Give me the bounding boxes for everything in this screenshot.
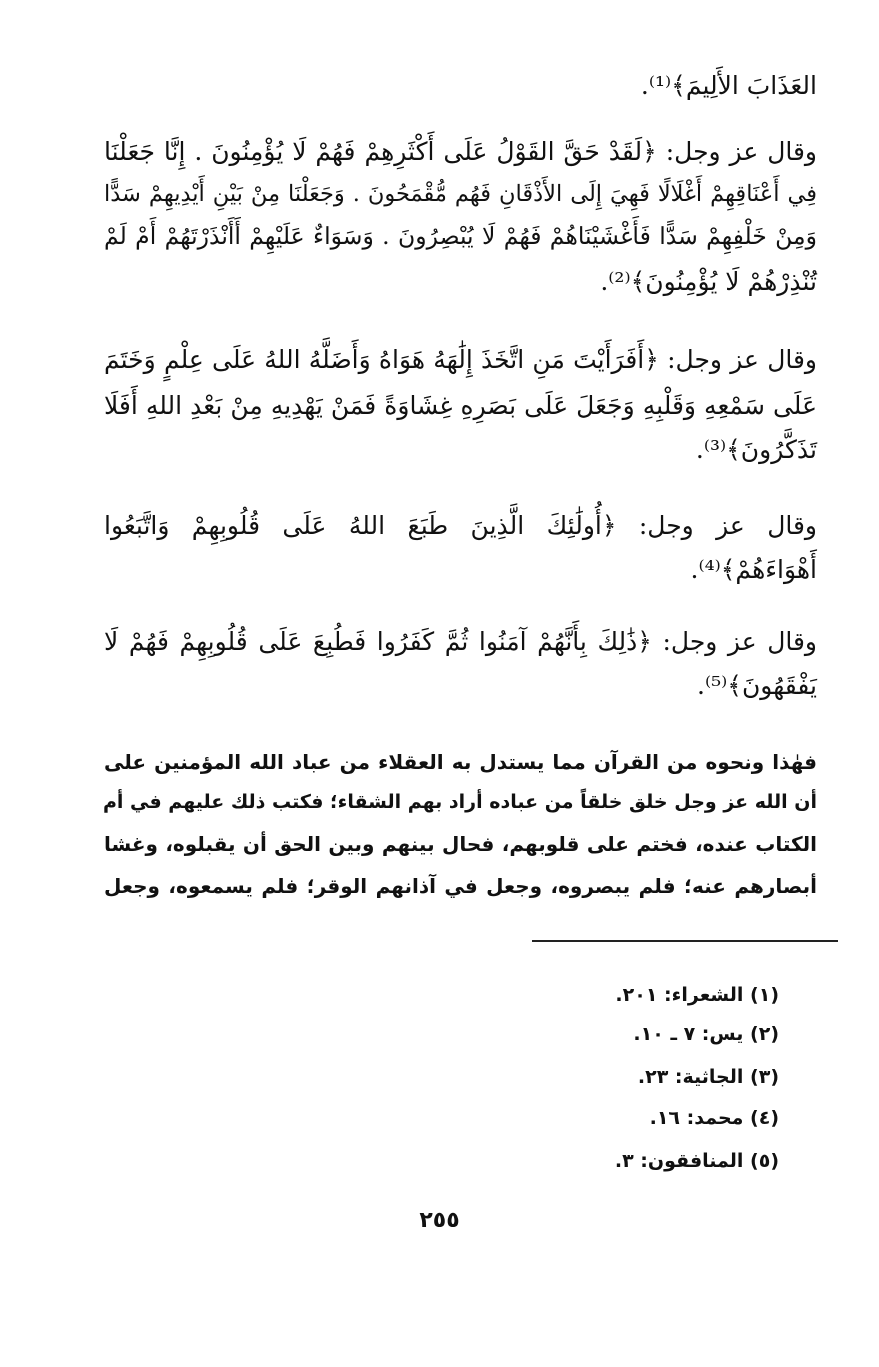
verse-line: تُنْذِرْهُمْ لَا يُؤْمِنُونَ﴾⁽²⁾. xyxy=(600,267,817,296)
verse-line: وَمِنْ خَلْفِهِمْ سَدًّا فَأَغْشَيْنَاهُمْ فَهُمْ لَا يُبْصِرُونَ . وَسَوَاءٌ عَلَيْهِمْ أَأَنْذَرْتَهُمْ أَمْ لَمْ xyxy=(104,222,817,250)
page-number: ٢٥٥ xyxy=(419,1208,460,1233)
footnote: (٥) المنافقون: ٣. xyxy=(614,1150,779,1172)
verse-line: العَذَابَ الأَلِيمَ﴾⁽¹⁾. xyxy=(640,71,817,100)
footnote-separator xyxy=(532,940,838,942)
verse-line: وقال عز وجل: ﴿أَفَرَأَيْتَ مَنِ اتَّخَذَ إِلَٰهَهُ هَوَاهُ وَأَضَلَّهُ اللهُ عَلَى عِلْمٍ وَخَتَمَ xyxy=(104,345,817,374)
body-line: أبصارهم عنه؛ فلم يبصروه، وجعل في آذانهم الوقر؛ فلم يسمعوه، وجعل xyxy=(104,874,817,898)
body-line: أن الله عز وجل خلق خلقاً من عباده أراد بهم الشقاء؛ فكتب ذلك عليهم في أم xyxy=(102,791,817,813)
verse-line: وقال عز وجل: ﴿ذَٰلِكَ بِأَنَّهُمْ آمَنُوا ثُمَّ كَفَرُوا فَطُبِعَ عَلَى قُلُوبِهِمْ فَهُمْ لَا xyxy=(104,627,817,656)
verse-line: وقال عز وجل: ﴿أُولَٰئِكَ الَّذِينَ طَبَعَ اللهُ عَلَى قُلُوبِهِمْ وَاتَّبَعُوا xyxy=(104,511,817,540)
body-line: الكتاب عنده، فختم على قلوبهم، فحال بينهم وبين الحق أن يقبلوه، وغشا xyxy=(104,832,817,856)
verse-line: يَفْقَهُونَ﴾⁽⁵⁾. xyxy=(697,671,817,700)
verse-line: عَلَى سَمْعِهِ وَقَلْبِهِ وَجَعَلَ عَلَى بَصَرِهِ غِشَاوَةً فَمَنْ يَهْدِيهِ مِنْ بَعْدِ اللهِ أَفَلَا xyxy=(104,391,817,420)
footnote: (٤) محمد: ١٦. xyxy=(649,1107,779,1129)
body-line: فهٰذا ونحوه من القرآن مما يستدل به العقلاء من عباد الله المؤمنين على xyxy=(104,750,817,774)
verse-line: أَهْوَاءَهُمْ﴾⁽⁴⁾. xyxy=(690,555,817,584)
verse-line: وقال عز وجل: ﴿لَقَدْ حَقَّ القَوْلُ عَلَى أَكْثَرِهِمْ فَهُمْ لَا يُؤْمِنُونَ . إِنَّا جَعَلْنَا xyxy=(104,137,817,166)
footnote: (١) الشعراء: ٢٠١. xyxy=(615,984,779,1006)
verse-line: تَذَكَّرُونَ﴾⁽³⁾. xyxy=(695,435,817,464)
footnote: (٣) الجاثية: ٢٣. xyxy=(637,1066,779,1088)
footnote: (٢) يس: ٧ ـ ١٠. xyxy=(633,1023,779,1045)
verse-line: فِي أَعْنَاقِهِمْ أَغْلَالًا فَهِيَ إِلَى الأَذْقَانِ فَهُم مُّقْمَحُونَ . وَجَعَلْنَا مِنْ بَيْنِ أَيْدِيهِمْ سَدًّا xyxy=(104,181,817,207)
